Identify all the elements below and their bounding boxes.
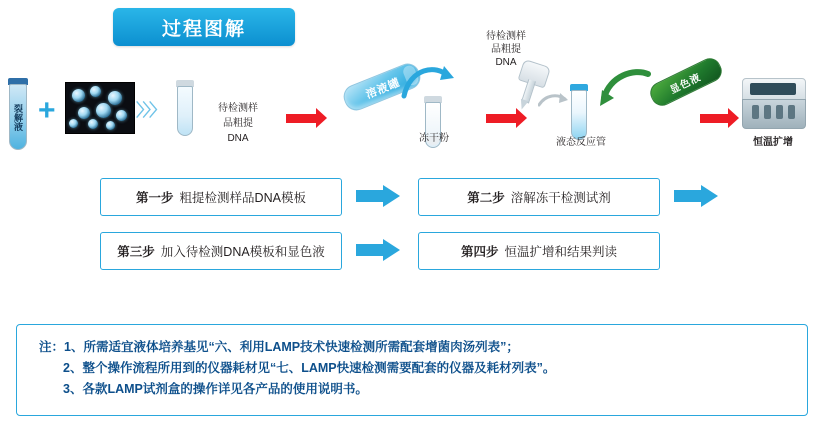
device-slot (764, 105, 771, 119)
plus-icon: + (38, 94, 56, 127)
crude-dna-label-line2: 品粗提 (223, 118, 253, 129)
cell-dot-icon (116, 110, 127, 121)
note-line-2: 2、整个操作流程所用到的仪器耗材见“七、LAMP快速检测需要配套的仪器及耗材列表”。 (63, 361, 556, 375)
red-arrow-1-icon (286, 108, 330, 128)
step-box-2 (418, 178, 660, 216)
device-slot (788, 105, 795, 119)
step-2-number: 第二步 (467, 191, 505, 205)
cell-dot-icon (90, 86, 101, 97)
red-arrow-3-icon (700, 108, 744, 128)
note-panel (16, 324, 808, 416)
chevron-right-icon: 〉〉〉 (136, 101, 164, 120)
device-slot (752, 105, 759, 119)
title-banner (113, 8, 295, 46)
cell-dot-icon (108, 91, 122, 105)
bacteria-micrograph-image (65, 82, 135, 134)
cell-dot-icon (78, 107, 90, 119)
note-line-3: 3、各款LAMP试剂盒的操作详见各产品的使用说明书。 (63, 382, 368, 396)
isothermal-amplifier-label: 恒温扩增 (753, 137, 793, 148)
step-3-number: 第三步 (117, 245, 155, 259)
crude-dna-tube (176, 80, 194, 136)
device-screen (750, 83, 796, 95)
device-slot (776, 105, 783, 119)
curved-green-arrow-icon (600, 68, 652, 108)
cell-dot-icon (96, 103, 111, 118)
dissolve-tube-label: 溶液罐 (364, 76, 403, 102)
pipette-crude-dna-line1: 待检测样 (486, 31, 526, 42)
blue-arrow-1-icon (356, 185, 402, 207)
step-box-1 (100, 178, 342, 216)
step-1-text: 粗提检测样品DNA模板 (179, 191, 306, 205)
isothermal-amplifier-device (742, 78, 804, 132)
cell-dot-icon (88, 119, 98, 129)
liquid-reaction-tube-label: 液态反应管 (556, 137, 606, 148)
blue-arrow-3-icon (356, 239, 402, 261)
note-line-1: 注：1、所需适宜液体培养基见“六、利用LAMP技术快速检测所需配套增菌肉汤列表”； (39, 340, 519, 354)
page-title: 过程图解 (161, 18, 246, 40)
step-2-text: 溶解冻干检测试剂 (510, 191, 611, 205)
chromogenic-solution-label: 显色液 (668, 72, 704, 97)
blue-arrow-2-icon (674, 185, 720, 207)
pipette-crude-dna-line2: 品粗提 (491, 44, 521, 55)
step-4-number: 第四步 (460, 245, 499, 259)
step-1-number: 第一步 (136, 191, 174, 205)
tube-body (571, 90, 587, 140)
cell-dot-icon (69, 119, 78, 128)
red-arrow-2-icon (486, 108, 530, 128)
tube-body (177, 86, 193, 136)
pipette-crude-dna-line3: DNA (495, 57, 517, 68)
crude-dna-label-line3: DNA (227, 133, 249, 144)
liquid-reaction-tube (570, 84, 588, 140)
crude-dna-label-line1: 待检测样 (218, 103, 258, 114)
grey-arrow-icon (538, 92, 568, 108)
step-box-3 (100, 232, 342, 270)
cell-dot-icon (72, 89, 85, 102)
lysis-buffer-label: 裂解液 (13, 103, 23, 131)
step-4-text: 恒温扩增和结果判读 (504, 245, 618, 259)
lyophilized-powder-label: 冻干粉 (419, 133, 449, 144)
step-3-text: 加入待检测DNA模板和显色液 (160, 245, 325, 259)
step-box-4 (418, 232, 660, 270)
cell-dot-icon (106, 121, 115, 130)
